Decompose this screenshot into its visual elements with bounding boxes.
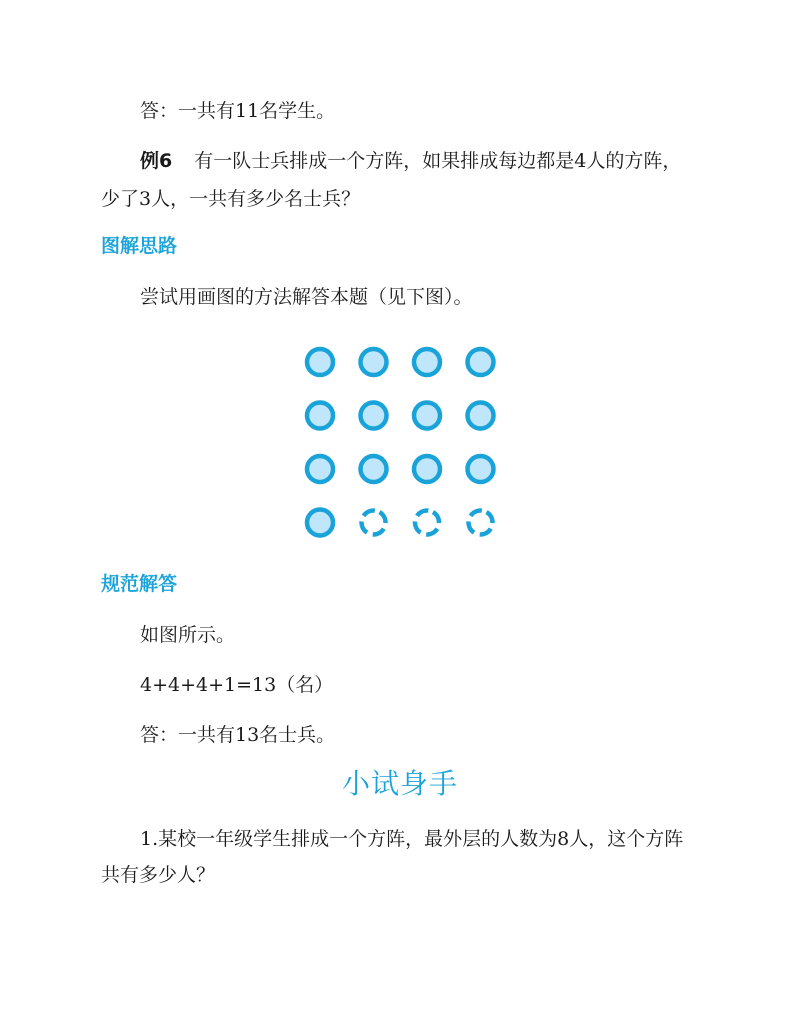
example-6-text-1: 有一队士兵排成一个方阵，如果排成每边都是4人的方阵， bbox=[194, 150, 682, 172]
missing-soldier-circle bbox=[357, 506, 390, 539]
practice-title: 小试身手 bbox=[341, 767, 458, 800]
soldier-circle bbox=[414, 403, 440, 429]
analysis-text: 尝试用画图的方法解答本题（见下图）。 bbox=[140, 286, 473, 308]
heading-solution: 规范解答 bbox=[101, 573, 178, 595]
example-6-label: 例6 bbox=[140, 150, 173, 172]
question-1-line-2: 共有多少人？ bbox=[101, 864, 216, 886]
soldier-circle bbox=[307, 349, 333, 375]
solution-line-3: 答：一共有13名士兵。 bbox=[140, 724, 336, 746]
soldier-circle bbox=[468, 403, 494, 429]
solution-line-1: 如图所示。 bbox=[140, 624, 236, 646]
soldier-circle bbox=[468, 456, 494, 482]
soldier-circle bbox=[307, 456, 333, 482]
missing-soldier-circle bbox=[464, 506, 497, 539]
heading-analysis: 图解思路 bbox=[101, 235, 178, 257]
solution-line-2: 4+4+4+1=13（名） bbox=[140, 674, 334, 696]
question-1-line-1: 1.某校一年级学生排成一个方阵，最外层的人数为8人，这个方阵 bbox=[140, 828, 684, 850]
soldier-circle bbox=[361, 456, 387, 482]
soldier-circle bbox=[361, 349, 387, 375]
soldier-circle bbox=[307, 510, 333, 536]
answer-line-1: 答：一共有11名学生。 bbox=[140, 100, 336, 122]
example-6-line-2: 少了3人，一共有多少名士兵？ bbox=[101, 188, 361, 210]
circle-grid-diagram bbox=[290, 336, 510, 556]
soldier-circle bbox=[468, 349, 494, 375]
soldier-circle bbox=[307, 403, 333, 429]
soldier-circle bbox=[361, 403, 387, 429]
soldier-circle bbox=[414, 349, 440, 375]
missing-soldier-circle bbox=[411, 506, 444, 539]
example-6-line-1 bbox=[140, 148, 681, 174]
soldier-circle bbox=[414, 456, 440, 482]
